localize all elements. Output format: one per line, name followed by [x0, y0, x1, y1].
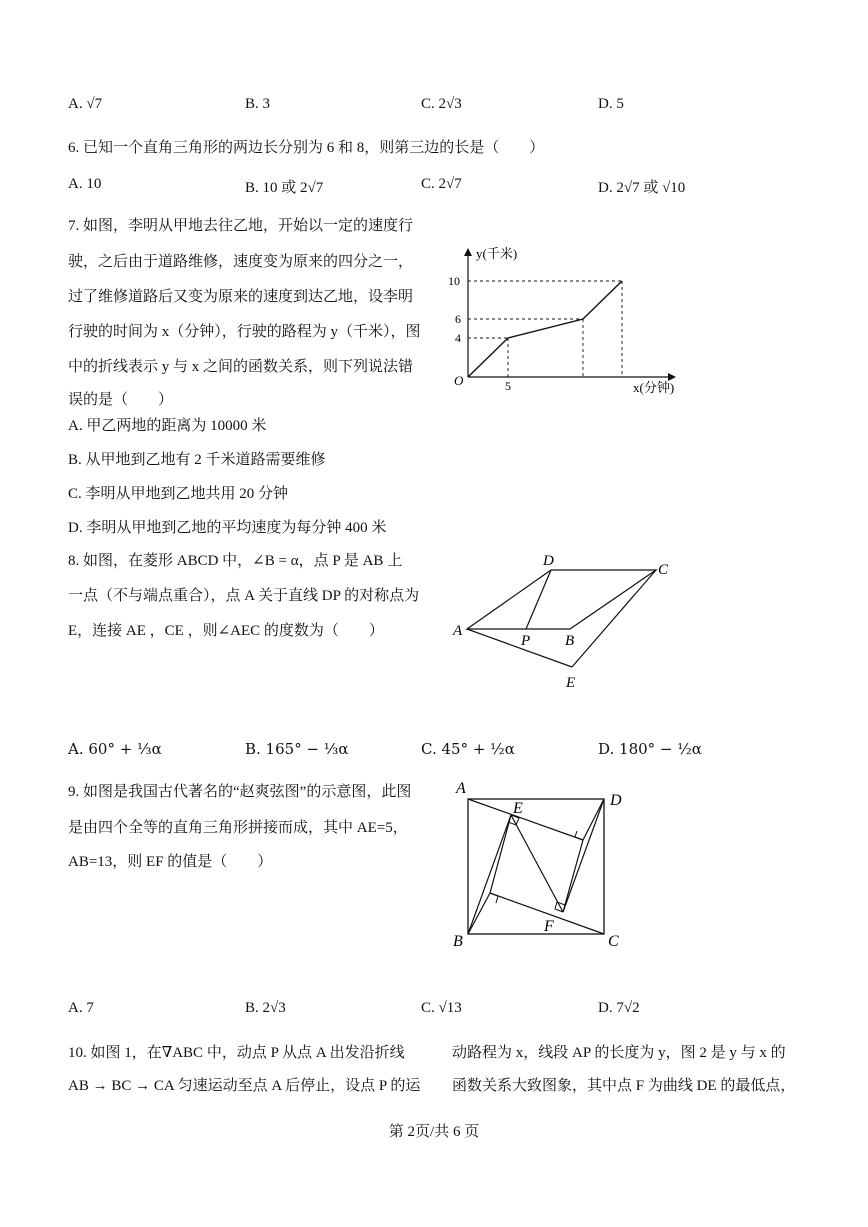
- q8-option-b: B. 165° − ⅓α: [245, 740, 349, 758]
- q7-stem-line-1: 7. 如图，李明从甲地去往乙地，开始以一定的速度行: [68, 218, 414, 234]
- page-footer: 第 2页/共 6 页: [388, 1124, 480, 1140]
- y-axis-label: y(千米): [476, 246, 518, 261]
- y-tick-6: 6: [455, 312, 461, 326]
- line-left-inner: [490, 815, 511, 893]
- x-axis-label: x(分钟): [633, 380, 675, 395]
- q9-zhao-shuang-figure: [445, 775, 635, 955]
- q8-option-c: C. 45° + ½α: [421, 740, 515, 758]
- q9-option-a: A. 7: [68, 1000, 94, 1016]
- q9-stem-line-1: 9. 如图是我国古代著名的“赵爽弦图”的示意图，此图: [68, 784, 412, 800]
- label-d: D: [543, 553, 554, 569]
- q9-option-b: B. 2√3: [245, 1000, 286, 1016]
- label-f: F: [544, 918, 554, 935]
- q7-stem-line-5: 中的折线表示 y 与 x 之间的函数关系，则下列说法错: [68, 359, 414, 375]
- q9-stem-line-2: 是由四个全等的直角三角形拼接而成，其中 AE=5，: [68, 820, 408, 836]
- q9-option-d: D. 7√2: [598, 1000, 640, 1016]
- q8-stem-line-3: E，连接 AE ，CE ，则∠AEC 的度数为（ ）: [68, 623, 384, 639]
- q9-option-c: C. √13: [421, 1000, 462, 1016]
- rhombus-abcd: [467, 570, 656, 629]
- q8-stem-line-1: 8. 如图，在菱形 ABCD 中，∠B = α，点 P 是 AB 上: [68, 553, 403, 569]
- q6-option-a: A. 10: [68, 176, 102, 192]
- q8-option-a: A. 60° + ⅓α: [68, 740, 162, 758]
- label-a: A: [456, 780, 466, 797]
- x-tick-5: 5: [505, 379, 511, 393]
- y-axis-arrow: [464, 248, 472, 256]
- outer-square: [468, 799, 604, 934]
- label-p: P: [521, 633, 531, 649]
- q8-option-d: D. 180° − ½α: [598, 740, 702, 758]
- q7-stem-line-3: 过了维修道路后又变为原来的速度到达乙地，设李明: [68, 289, 414, 305]
- q7-stem-line-4: 行驶的时间为 x（分钟），行驶的路程为 y（千米），图: [68, 324, 421, 340]
- label-e: E: [566, 675, 576, 691]
- q10-right-line-2: 函数关系大致图象，其中点 F 为曲线 DE 的最低点，: [452, 1078, 796, 1094]
- line-b: [468, 893, 490, 934]
- q10-left-line-2: AB → BC → CA 匀速运动至点 A 后停止，设点 P 的运: [68, 1078, 421, 1094]
- q10-right-line-1: 动路程为 x，线段 AP 的长度为 y，图 2 是 y 与 x 的: [452, 1045, 786, 1061]
- q7-option-c: C. 李明从甲地到乙地共用 20 分钟: [68, 486, 289, 502]
- q8-stem-line-2: 一点（不与端点重合），点 A 关于直线 DP 的对称点为: [68, 588, 420, 604]
- segment-fd: [563, 799, 604, 912]
- origin-label: O: [454, 373, 464, 388]
- q5-option-c: C. 2√3: [421, 96, 462, 112]
- q6-option-c: C. 2√7: [421, 176, 462, 192]
- y-tick-10: 10: [448, 274, 460, 288]
- label-e: E: [513, 800, 523, 817]
- label-d: D: [610, 792, 622, 809]
- q6-option-d: D. 2√7 或 √10: [598, 180, 686, 196]
- label-c: C: [658, 562, 669, 578]
- q7-option-b: B. 从甲地到乙地有 2 千米道路需要维修: [68, 452, 326, 468]
- q7-option-d: D. 李明从甲地到乙地的平均速度为每分钟 400 米: [68, 520, 387, 536]
- segment-eb: [468, 815, 511, 934]
- q5-option-a: A. √7: [68, 96, 103, 112]
- q10-left-line-1: 10. 如图 1，在∇ABC 中，动点 P 从点 A 出发沿折线: [68, 1045, 405, 1061]
- q8-rhombus-figure: [445, 545, 685, 695]
- label-b: B: [453, 933, 463, 950]
- q7-stem-line-6: 误的是（ ）: [68, 392, 174, 408]
- q5-option-b: B. 3: [245, 96, 271, 112]
- line-d: [583, 799, 604, 840]
- line-right-inner: [563, 840, 583, 912]
- distance-polyline: [468, 281, 622, 377]
- right-angle-b-side: [490, 893, 498, 903]
- label-a: A: [453, 623, 463, 639]
- label-b: B: [565, 633, 575, 649]
- q6-stem: 6. 已知一个直角三角形的两边长分别为 6 和 8，则第三边的长是（ ）: [68, 140, 545, 156]
- q5-option-d: D. 5: [598, 96, 624, 112]
- y-tick-4: 4: [455, 331, 461, 345]
- q6-option-b: B. 10 或 2√7: [245, 180, 324, 196]
- q7-option-a: A. 甲乙两地的距离为 10000 米: [68, 418, 267, 434]
- q7-stem-line-2: 驶，之后由于道路维修，速度变为原来的四分之一，: [68, 254, 414, 270]
- right-angle-d-side: [575, 831, 583, 840]
- q9-stem-line-3: AB=13，则 EF 的值是（ ）: [68, 854, 273, 870]
- line-a-d-side: [468, 799, 583, 840]
- segment-ae: [467, 629, 575, 667]
- q7-distance-time-graph: [440, 240, 690, 410]
- label-c: C: [608, 933, 619, 950]
